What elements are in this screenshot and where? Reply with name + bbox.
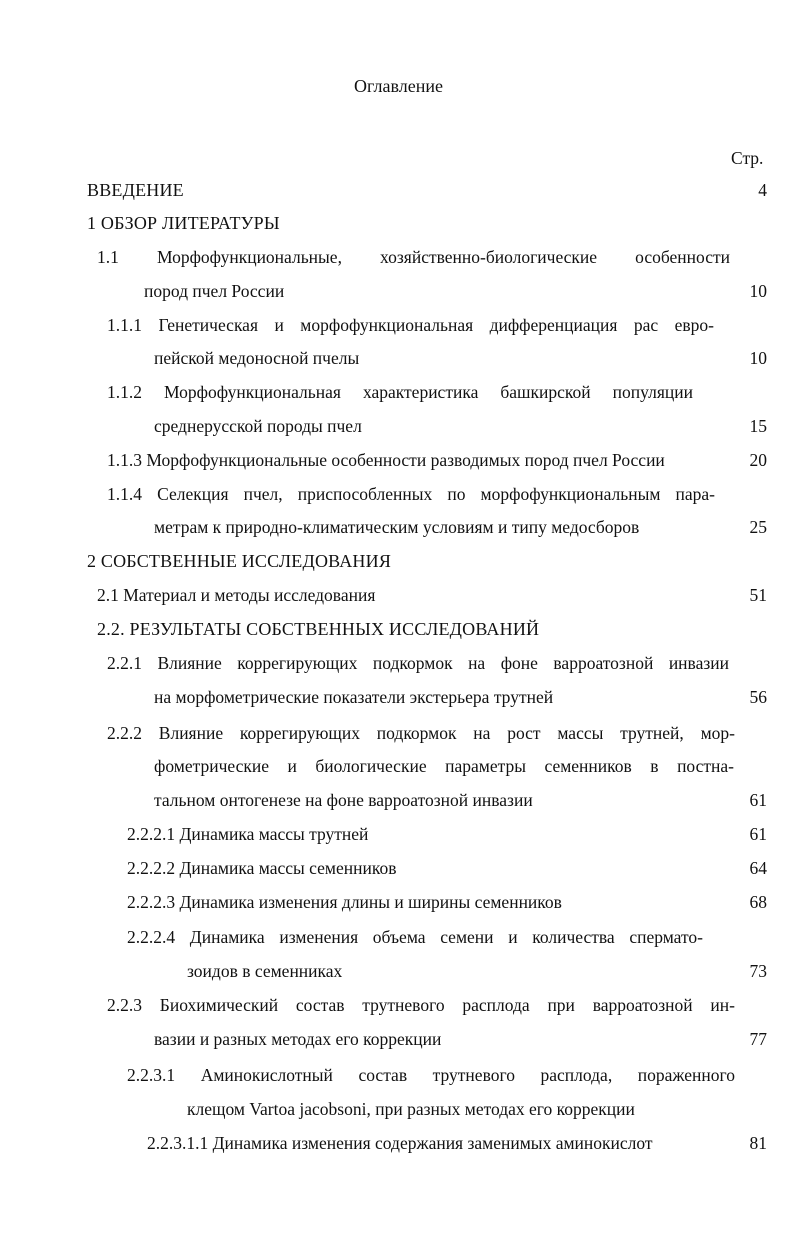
toc-entry-2-2-2-4-cont[interactable]: зоидов в семенниках — [187, 961, 343, 981]
toc-entry-1-1-4-cont[interactable]: метрам к природно-климатическим условиям и типу медосборов — [154, 517, 640, 537]
page-column-header: Стр. — [731, 148, 764, 168]
toc-page-number: 20 — [749, 450, 767, 470]
toc-entry-1-1[interactable]: 1.1 Морфофункциональные, хозяйственно-биологические особенности — [97, 247, 730, 267]
toc-page-number: 4 — [758, 180, 767, 200]
toc-entry-2-2[interactable]: 2.2. РЕЗУЛЬТАТЫ СОБСТВЕННЫХ ИССЛЕДОВАНИЙ — [97, 619, 540, 639]
toc-page-number: 81 — [749, 1133, 767, 1153]
toc-page-number: 61 — [749, 824, 767, 844]
toc-entry-2-2-2-2[interactable]: 2.2.2.2 Динамика массы семенников — [127, 858, 397, 878]
toc-page-number: 61 — [749, 790, 767, 810]
toc-entry-1-1-1[interactable]: 1.1.1 Генетическая и морфофункциональная дифференциация рас евро- — [107, 315, 714, 335]
toc-page-number: 25 — [749, 517, 767, 537]
toc-entry-1-1-1-cont[interactable]: пейской медоносной пчелы — [154, 348, 360, 368]
toc-entry-2-2-2[interactable]: 2.2.2 Влияние коррегирующих подкормок на рост массы трутней, мор- — [107, 723, 735, 743]
toc-entry-2-2-2-cont[interactable]: тальном онтогенезе на фоне варроатозной инвазии — [154, 790, 533, 810]
toc-entry-2-2-3-1-cont[interactable]: клещом Vartoa jacobsoni, при разных методах его коррекции — [187, 1099, 635, 1119]
toc-entry-1-1-3[interactable]: 1.1.3 Морфофункциональные особенности разводимых пород пчел России — [107, 450, 665, 470]
toc-entry-1-1-2-cont[interactable]: среднерусской породы пчел — [154, 416, 362, 436]
toc-entry-2-1[interactable]: 2.1 Материал и методы исследования — [97, 585, 376, 605]
toc-entry-2-2-1[interactable]: 2.2.1 Влияние коррегирующих подкормок на фоне варроатозной инвазии — [107, 653, 729, 673]
toc-entry-2-2-3[interactable]: 2.2.3 Биохимический состав трутневого расплода при варроатозной ин- — [107, 995, 735, 1015]
toc-entry-2-2-3-cont[interactable]: вазии и разных методах его коррекции — [154, 1029, 442, 1049]
toc-page-number: 10 — [749, 348, 767, 368]
toc-page-number: 77 — [749, 1029, 767, 1049]
toc-page-number: 15 — [749, 416, 767, 436]
toc-entry-2-2-2-3[interactable]: 2.2.2.3 Динамика изменения длины и ширины семенников — [127, 892, 562, 912]
toc-entry-2-2-2-1[interactable]: 2.2.2.1 Динамика массы трутней — [127, 824, 369, 844]
toc-page-number: 51 — [749, 585, 767, 605]
toc-entry-2-2-3-1[interactable]: 2.2.3.1 Аминокислотный состав трутневого расплода, пораженного — [127, 1065, 735, 1085]
toc-entry-intro[interactable]: ВВЕДЕНИЕ — [87, 180, 184, 200]
toc-entry-2-2-3-1-1[interactable]: 2.2.3.1.1 Динамика изменения содержания заменимых аминокислот — [147, 1133, 653, 1153]
toc-entry-2-2-2-cont[interactable]: фометрические и биологические параметры семенников в постна- — [154, 756, 734, 776]
toc-page-number: 73 — [749, 961, 767, 981]
toc-entry-1-1-cont[interactable]: пород пчел России — [144, 281, 285, 301]
toc-entry-2-2-1-cont[interactable]: на морфометрические показатели экстерьера трутней — [154, 687, 554, 707]
toc-entry-2-2-2-4[interactable]: 2.2.2.4 Динамика изменения объема семени и количества спермато- — [127, 927, 703, 947]
toc-entry-chapter-1[interactable]: 1 ОБЗОР ЛИТЕРАТУРЫ — [87, 213, 280, 233]
toc-page-number: 10 — [749, 281, 767, 301]
page-title: Оглавление — [354, 76, 443, 96]
toc-page-number: 64 — [749, 858, 767, 878]
toc-page-number: 68 — [749, 892, 767, 912]
toc-entry-1-1-2[interactable]: 1.1.2 Морфофункциональная характеристика башкирской популяции — [107, 382, 693, 402]
toc-page-number: 56 — [749, 687, 767, 707]
toc-entry-1-1-4[interactable]: 1.1.4 Селекция пчел, приспособленных по морфофункциональным пара- — [107, 484, 715, 504]
toc-entry-chapter-2[interactable]: 2 СОБСТВЕННЫЕ ИССЛЕДОВАНИЯ — [87, 551, 392, 571]
